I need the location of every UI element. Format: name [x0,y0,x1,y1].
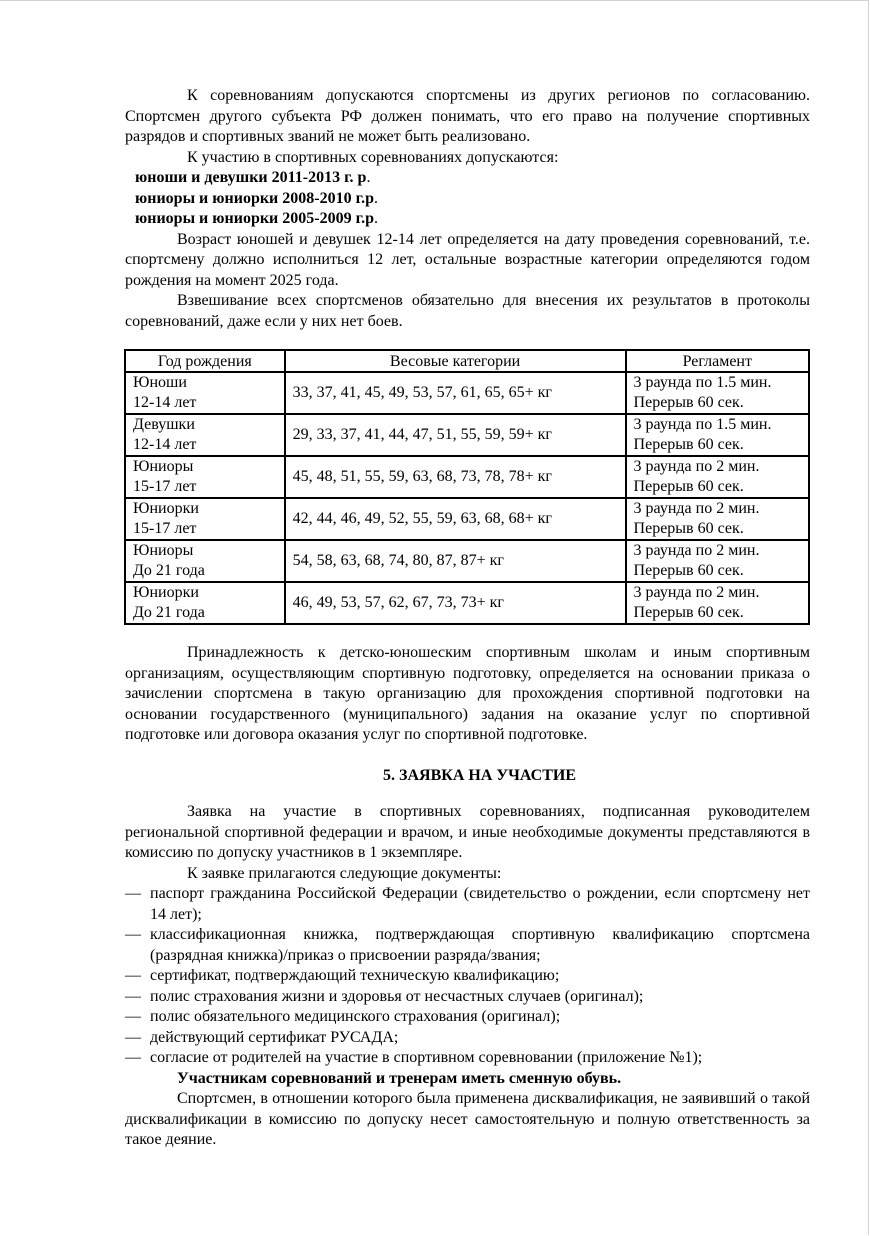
cell-weights: 33, 37, 41, 45, 49, 53, 57, 61, 65, 65+ кг [285,372,626,414]
dash-bullet: — [125,885,141,902]
cell-regulations: 3 раунда по 2 мин. Перерыв 60 сек. [626,540,809,582]
para-docs-intro: К заявке прилагаются следующие документы: [187,864,502,882]
table-row [125,372,809,414]
table-row [125,582,809,624]
dash-bullet: — [125,1028,141,1046]
cell-regulations: 3 раунда по 2 мин. Перерыв 60 сек. [626,456,809,498]
header-weight-categories: Весовые категории [285,350,626,372]
header-regulations: Регламент [626,350,809,372]
dash-bullet: — [125,1049,141,1066]
dash-bullet: — [125,926,141,943]
para-allowed-intro: К участию в спортивных соревнованиях допускаются: [187,148,559,166]
list-item: — сертификат, подтверждающий техническую квалификацию; [125,966,810,987]
documents-list [125,884,810,1069]
cell-regulations: 3 раунда по 2 мин. Перерыв 60 сек. [626,582,809,624]
cell-regulations: 3 раунда по 1.5 мин. Перерыв 60 сек. [626,372,809,414]
cell-regulations: 3 раунда по 2 мин. Перерыв 60 сек. [626,498,809,540]
age-group-item: юниоры и юниорки 2008-2010 г.р. [135,189,378,207]
shoes-note: Участникам соревнований и тренерам иметь сменную обувь. [177,1069,622,1087]
header-birth-year: Год рождения [125,350,285,372]
section-title: 5. ЗАЯВКА НА УЧАСТИЕ [383,766,576,784]
dash-bullet: — [125,987,141,1005]
age-groups-list [125,168,810,230]
cell-weights: 54, 58, 63, 68, 74, 80, 87, 87+ кг [285,540,626,582]
cell-group: Юниоры До 21 года [125,540,285,582]
age-group-item: юноши и девушки 2011-2013 г. р. [135,169,371,186]
table-row [125,540,809,582]
cell-weights: 46, 49, 53, 57, 62, 67, 73, 73+ кг [285,582,626,624]
cell-weights: 42, 44, 46, 49, 52, 55, 59, 63, 68, 68+ кг [285,498,626,540]
list-item: — классификационная книжка, подтверждающая спортивную квалификацию спортсмена (разрядная книжка)/приказ о присвоении разряда/звания; [125,926,810,964]
table-row [125,414,809,456]
para-age-determination: Возраст юношей и девушек 12-14 лет определяется на дату проведения соревнований, т.е. спортсмену должно исполниться 12 лет, остальные возрастные категории определяются годом рождения на момент 2025 года. [125,230,810,289]
list-item: — полис обязательного медицинского страхования (оригинал); [125,1007,810,1028]
list-item: — согласие от родителей на участие в спортивном соревновании (приложение №1); [125,1048,810,1069]
cell-weights: 45, 48, 51, 55, 59, 63, 68, 73, 78, 78+ кг [285,456,626,498]
para-application: Заявка на участие в спортивных соревнованиях, подписанная руководителем региональной спортивной федерации и врачом, и иные необходимые документы представляются в комиссию по допуску участников в 1 экземпляре. [125,803,810,861]
cell-group: Девушки 12-14 лет [125,414,285,456]
cell-group: Юниорки 15-17 лет [125,498,285,540]
weight-categories-table [124,349,810,625]
table-row [125,498,809,540]
table-row [125,456,809,498]
cell-group: Юноши 12-14 лет [125,372,285,414]
dash-bullet: — [125,1008,141,1025]
para-affiliation: Принадлежность к детско-юношеским спортивным школам и иным спортивным организациям, осуществляющим спортивную подготовку, определяется на основании приказа о зачислении спортсмена в такую организацию для прохождения спортивной подготовки на основании государственного (муниципального) задания на оказание услуг по спортивной подготовке или договора оказания услуг по спортивной подготовке. [125,644,810,743]
cell-group: Юниоры 15-17 лет [125,456,285,498]
para-disqualification: Спортсмен, в отношении которого была применена дисквалификация, не заявивший о такой дисквалификации в комиссию по допуску несет самостоятельную и полную ответственность за такое деяние. [125,1090,810,1148]
list-item: — действующий сертификат РУСАДА; [125,1028,810,1049]
dash-bullet: — [125,967,141,984]
list-item: — паспорт гражданина Российской Федерации (свидетельство о рождении, если спортсмену нет 14 лет); [125,885,810,923]
para-weighing: Взвешивание всех спортсменов обязательно для внесения их результатов в протоколы соревнований, даже если у них нет боев. [125,292,810,330]
list-item: — полис страхования жизни и здоровья от несчастных случаев (оригинал); [125,987,810,1008]
table-header-row [125,350,809,372]
age-group-item: юниоры и юниорки 2005-2009 г.р. [135,210,378,227]
cell-group: Юниорки До 21 года [125,582,285,624]
para-admission-other-regions: К соревнованиям допускаются спортсмены из других регионов по согласованию. Спортсмен другого субъекта РФ должен понимать, что его право на получение спортивных разрядов и спортивных званий не может быть реализовано. [125,87,810,145]
cell-regulations: 3 раунда по 1.5 мин. Перерыв 60 сек. [626,414,809,456]
document-body [125,86,810,1151]
cell-weights: 29, 33, 37, 41, 44, 47, 51, 55, 59, 59+ кг [285,414,626,456]
